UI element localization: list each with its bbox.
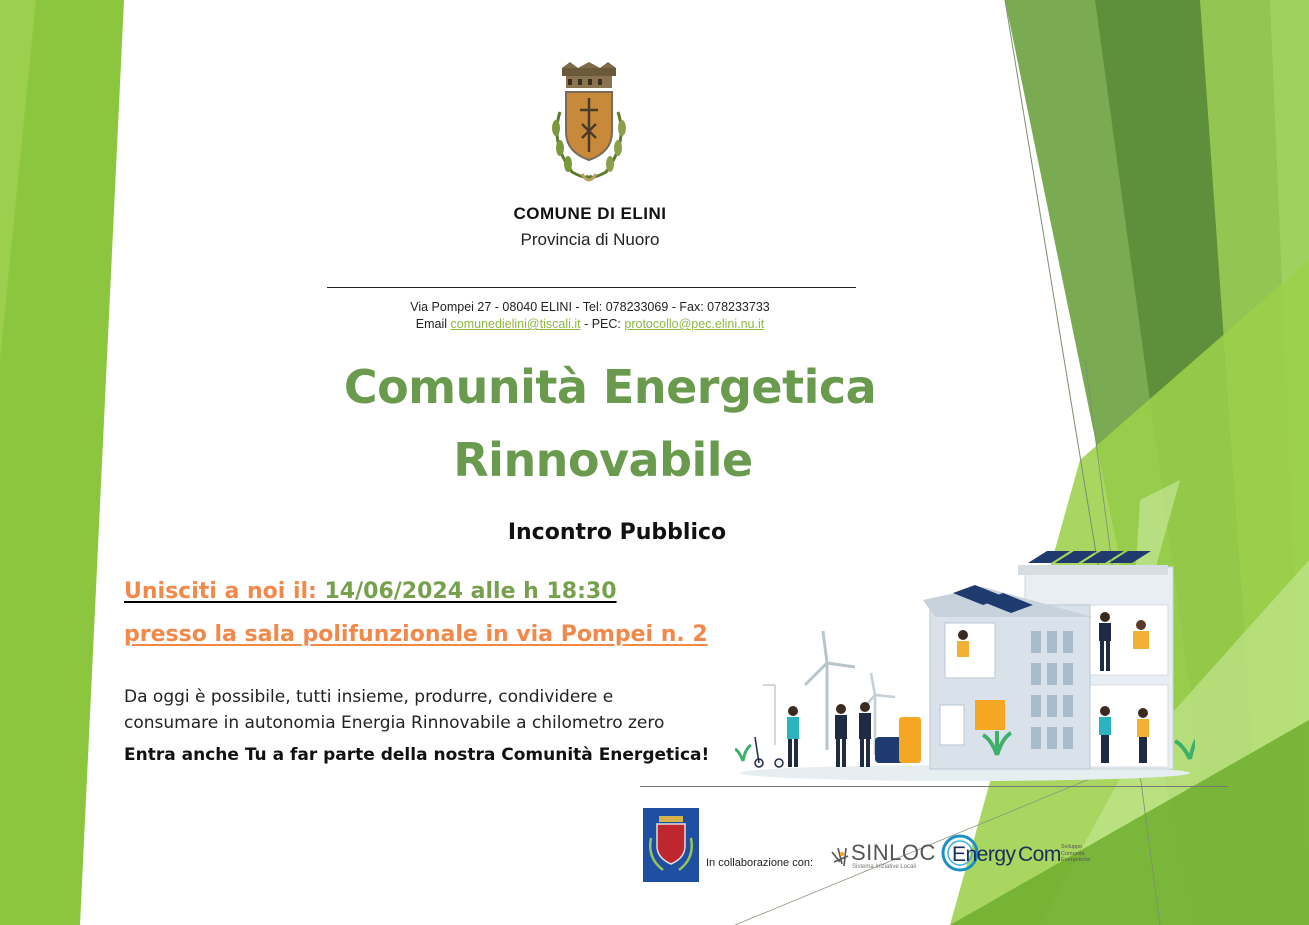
page-title-line2: Rinnovabile [453,433,753,487]
body-text-line2: consumare in autonomia Energia Rinnovabile a chilometro zero [124,713,665,733]
footer-coat-of-arms-icon [643,808,699,882]
energycom-tagline: Sviluppo Comunità Energetiche [1061,844,1091,863]
energycom-name-b: Com [1018,843,1061,866]
body-text-line1: Da oggi è possibile, tutti insieme, produrre, condividere e [124,687,614,707]
event-date: 14/06/2024 alle h 18:30 [324,579,617,604]
footer-divider [640,786,1228,787]
email-link[interactable]: comunedielini@tiscali.it [450,317,581,331]
call-to-action: Entra anche Tu a far parte della nostra Comunità Energetica! [124,745,710,765]
event-date-line [124,579,617,604]
org-province: Provincia di Nuoro [520,230,660,249]
sinloc-name: SINLOC [851,840,936,865]
page-title-line1: Comunità Energetica [343,360,877,414]
solar-community-illustration-icon [735,545,1195,785]
event-venue: presso la sala polifunzionale in via Pompei n. 2 [124,622,708,647]
pec-link[interactable]: protocollo@pec.elini.nu.it [624,317,765,331]
collaboration-label: In collaborazione con: [706,857,814,869]
contact-email-line [330,317,850,331]
energycom-name-a: Energy [952,843,1016,866]
page-subtitle: Incontro Pubblico [507,520,727,545]
join-label: Unisciti a noi il: [124,579,325,604]
sinloc-tagline: Sistema Iniziative Locali [852,864,917,870]
header-divider [327,287,856,288]
org-name: COMUNE DI ELINI [513,204,667,223]
pec-label: - PEC: [580,317,625,331]
coat-of-arms-icon [542,62,636,190]
contact-address: Via Pompei 27 - 08040 ELINI - Tel: 078233069 - Fax: 078233733 [410,300,770,314]
email-label: Email [415,317,451,331]
